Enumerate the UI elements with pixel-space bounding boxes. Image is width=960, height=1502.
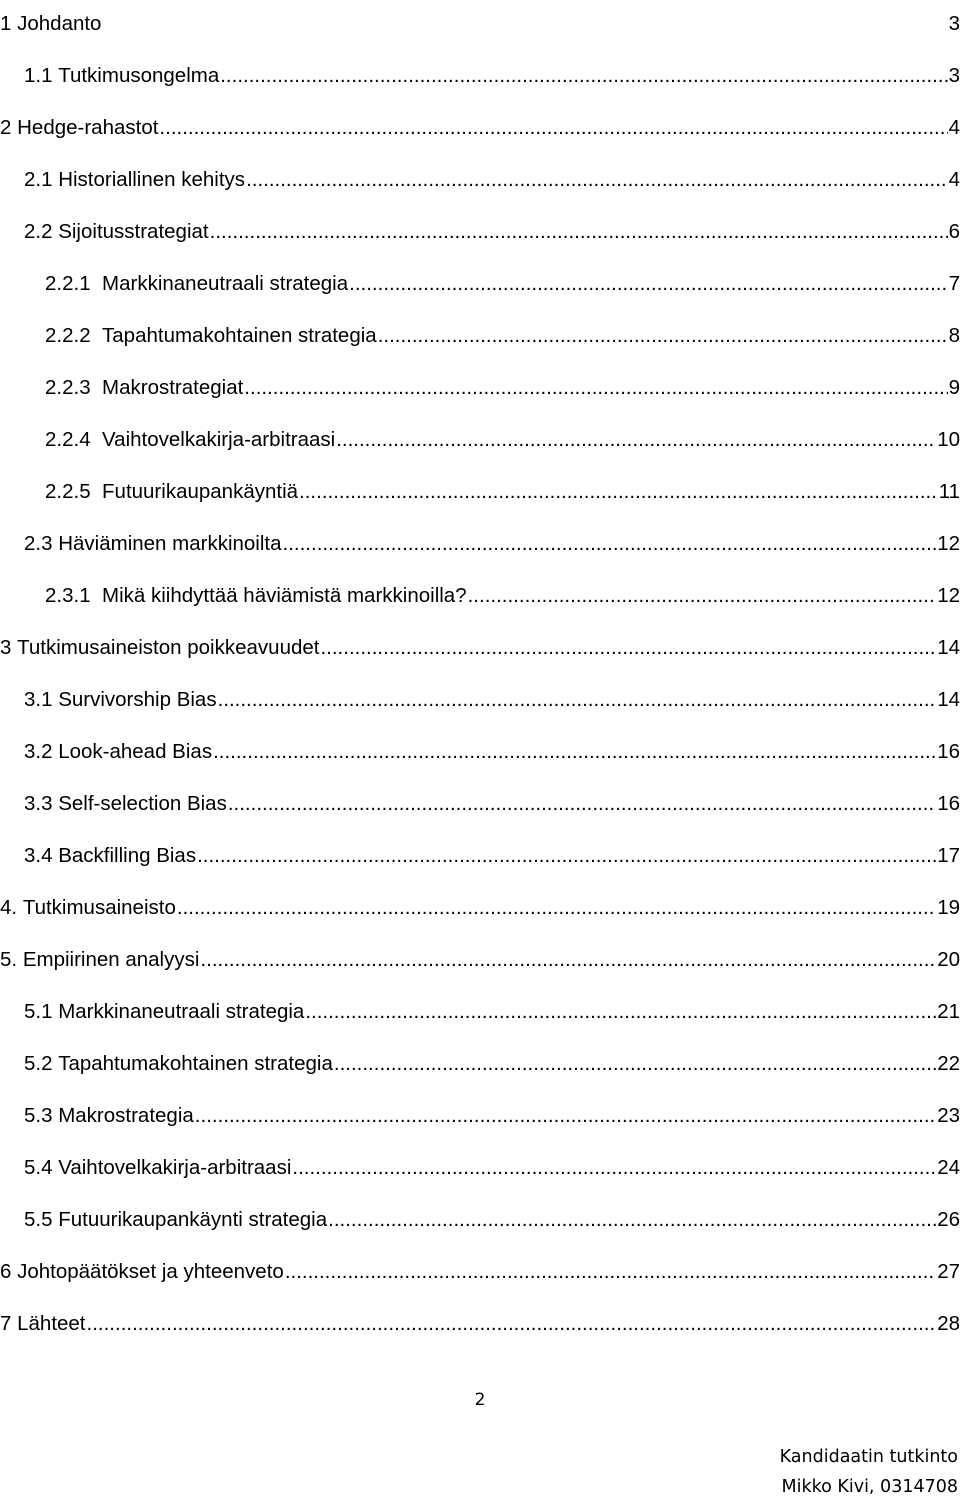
toc-entry-page: 22 <box>937 1052 960 1075</box>
toc-entry-number: 3.3 <box>24 792 53 815</box>
toc-entry-title: Markkinaneutraali strategia <box>102 272 349 295</box>
toc-entry-title: Vaihtovelkakirja-arbitraasi <box>58 1156 292 1179</box>
toc-entry-number: 2.2.2 <box>45 324 91 347</box>
toc-entry-number: 2.2.5 <box>45 480 91 503</box>
toc-entry-title: Häviäminen markkinoilta <box>58 532 282 555</box>
toc-entry-number: 2.2.1 <box>45 272 91 295</box>
toc-entry-title: Futuurikaupankäyntiä <box>102 480 299 503</box>
toc-entry[interactable] <box>0 4 960 36</box>
toc-entry-page: 17 <box>937 844 960 867</box>
toc-entry[interactable] <box>0 628 960 660</box>
toc-entry-leader <box>246 168 948 192</box>
toc-entry[interactable] <box>24 56 960 88</box>
toc-entry-leader <box>336 428 936 452</box>
toc-entry-number: 4. <box>0 896 18 919</box>
toc-entry-number: 1 <box>0 12 12 35</box>
toc-entry[interactable] <box>24 212 960 244</box>
toc-entry-leader <box>213 740 936 764</box>
toc-entry-title: Makrostrategiat <box>102 376 244 399</box>
toc-entry-title: Tutkimusongelma <box>58 64 220 87</box>
toc-entry-page: 7 <box>948 272 960 295</box>
toc-entry[interactable] <box>24 1200 960 1232</box>
toc-entry[interactable] <box>24 992 960 1024</box>
toc-entry[interactable] <box>0 108 960 140</box>
toc-entry[interactable] <box>24 680 960 712</box>
toc-entry-number: 2.3 <box>24 532 53 555</box>
toc-entry-spacer <box>91 272 102 296</box>
toc-entry-number: 3 <box>0 636 12 659</box>
toc-entry-page: 3 <box>948 12 960 35</box>
toc-entry-number: 2.2 <box>24 220 53 243</box>
toc-entry-page: 20 <box>937 948 960 971</box>
toc-entry-leader <box>197 844 936 868</box>
toc-entry-leader <box>334 1052 936 1076</box>
toc-entry[interactable] <box>0 940 960 972</box>
toc-entry-number: 5. <box>0 948 18 971</box>
toc-entry-leader <box>177 896 936 920</box>
toc-entry-number: 2.2.4 <box>45 428 91 451</box>
footer-author: Mikko Kivi, 0314708 <box>781 1477 958 1497</box>
toc-entry[interactable] <box>24 160 960 192</box>
toc-entry-number: 5.1 <box>24 1000 53 1023</box>
toc-entry-leader <box>200 948 936 972</box>
toc-entry-title: Tapahtumakohtainen strategia <box>102 324 377 347</box>
toc-entry-number: 6 <box>0 1260 12 1283</box>
toc-entry-number: 2.1 <box>24 168 53 191</box>
toc-entry[interactable] <box>45 420 960 452</box>
toc-entry-page: 11 <box>938 480 960 503</box>
toc-entry-spacer <box>91 584 102 608</box>
toc-entry-number: 1.1 <box>24 64 53 87</box>
toc-entry-leader <box>159 116 947 140</box>
toc-entry-spacer <box>91 480 102 504</box>
toc-entry[interactable] <box>45 576 960 608</box>
toc-entry[interactable] <box>45 472 960 504</box>
toc-entry-title: Lähteet <box>17 1312 86 1335</box>
toc-entry-leader <box>349 272 947 296</box>
toc-entry-number: 7 <box>0 1312 12 1335</box>
toc-entry-page: 14 <box>937 688 960 711</box>
toc-entry-leader <box>210 220 948 244</box>
toc-entry-page: 19 <box>937 896 960 919</box>
toc-entry[interactable] <box>24 784 960 816</box>
toc-entry-title: Historiallinen kehitys <box>58 168 246 191</box>
toc-entry-page: 4 <box>948 116 960 139</box>
toc-entry-page: 14 <box>937 636 960 659</box>
toc-entry-spacer <box>91 376 102 400</box>
toc-entry-title: Markkinaneutraali strategia <box>58 1000 305 1023</box>
toc-entry-leader <box>305 1000 936 1024</box>
toc-entry-leader <box>299 480 938 504</box>
toc-entry-page: 21 <box>937 1000 960 1023</box>
toc-entry-number: 5.4 <box>24 1156 53 1179</box>
footer <box>780 1442 958 1502</box>
toc-entry-number: 2 <box>0 116 12 139</box>
toc-entry-title: Survivorship Bias <box>58 688 217 711</box>
toc-entry[interactable] <box>24 732 960 764</box>
toc-entry-page: 12 <box>937 532 960 555</box>
toc-entry-page: 16 <box>937 740 960 763</box>
toc-entry-number: 2.2.3 <box>45 376 91 399</box>
toc-entry[interactable] <box>24 1044 960 1076</box>
toc-entry[interactable] <box>45 316 960 348</box>
toc-entry-page: 23 <box>937 1104 960 1127</box>
toc-entry-page: 16 <box>937 792 960 815</box>
toc-entry-title: Tutkimusaineiston poikkeavuudet <box>17 636 320 659</box>
toc-entry-leader <box>195 1104 936 1128</box>
toc-entry-leader <box>244 376 947 400</box>
toc-entry-number: 5.2 <box>24 1052 53 1075</box>
toc-entry-number: 3.1 <box>24 688 53 711</box>
toc-entry-leader <box>328 1208 936 1232</box>
toc-entry[interactable] <box>45 368 960 400</box>
page-number: 2 <box>474 1390 486 1410</box>
toc-entry-page: 28 <box>937 1312 960 1335</box>
toc-entry-title: Johtopäätökset ja yhteenveto <box>17 1260 284 1283</box>
toc-entry-leader <box>378 324 948 348</box>
toc-entry-page: 10 <box>937 428 960 451</box>
toc-entry-page: 12 <box>937 584 960 607</box>
toc-entry-page: 3 <box>948 64 960 87</box>
toc-entry-spacer <box>91 428 102 452</box>
toc-entry[interactable] <box>24 836 960 868</box>
toc-entry-leader <box>320 636 936 660</box>
toc-entry[interactable] <box>24 524 960 556</box>
toc-entry-leader <box>220 64 947 88</box>
toc-entry-page: 24 <box>937 1156 960 1179</box>
toc-entry-title: Hedge-rahastot <box>17 116 159 139</box>
toc-entry[interactable] <box>24 1096 960 1128</box>
toc-entry-number: 3.2 <box>24 740 53 763</box>
toc-entry-page: 4 <box>948 168 960 191</box>
toc-entry-title: Empiirinen analyysi <box>22 948 200 971</box>
toc-entry-number: 2.3.1 <box>45 584 91 607</box>
toc-entry-title: Futuurikaupankäynti strategia <box>58 1208 328 1231</box>
toc-entry-title: Mikä kiihdyttää häviämistä markkinoilla? <box>102 584 467 607</box>
toc-entry-leader <box>283 532 937 556</box>
toc-entry-number: 5.5 <box>24 1208 53 1231</box>
toc-entry-title: Vaihtovelkakirja-arbitraasi <box>102 428 336 451</box>
toc-entry-leader <box>228 792 936 816</box>
toc-entry-leader <box>292 1156 936 1180</box>
toc-entry-leader <box>87 1312 937 1336</box>
toc-entry-title: Sijoitusstrategiat <box>58 220 209 243</box>
toc-entry-page: 9 <box>948 376 960 399</box>
toc-entry-title: Look-ahead Bias <box>58 740 213 763</box>
toc-entry-title: Tapahtumakohtainen strategia <box>58 1052 333 1075</box>
toc-entry[interactable] <box>0 888 960 920</box>
toc-entry-leader <box>218 688 937 712</box>
toc-entry[interactable] <box>24 1148 960 1180</box>
toc-entry-number: 3.4 <box>24 844 53 867</box>
toc-entry-leader <box>468 584 937 608</box>
toc-entry-title: Backfilling Bias <box>58 844 197 867</box>
toc-entry[interactable] <box>0 1304 960 1336</box>
toc-entry-title: Tutkimusaineisto <box>22 896 176 919</box>
toc-entry[interactable] <box>0 1252 960 1284</box>
toc-entry-title: Makrostrategia <box>58 1104 194 1127</box>
toc-entry-title: Johdanto <box>17 12 102 35</box>
toc-entry-title: Self-selection Bias <box>58 792 227 815</box>
toc-entry-page: 27 <box>937 1260 960 1283</box>
toc-entry-page: 8 <box>948 324 960 347</box>
toc-entry-page: 26 <box>937 1208 960 1231</box>
toc-entry-number: 5.3 <box>24 1104 53 1127</box>
toc-entry-page: 6 <box>948 220 960 243</box>
toc-entry-spacer <box>91 324 102 348</box>
footer-degree: Kandidaatin tutkinto <box>779 1447 958 1467</box>
toc-entry[interactable] <box>45 264 960 296</box>
toc-entry-leader <box>285 1260 936 1284</box>
